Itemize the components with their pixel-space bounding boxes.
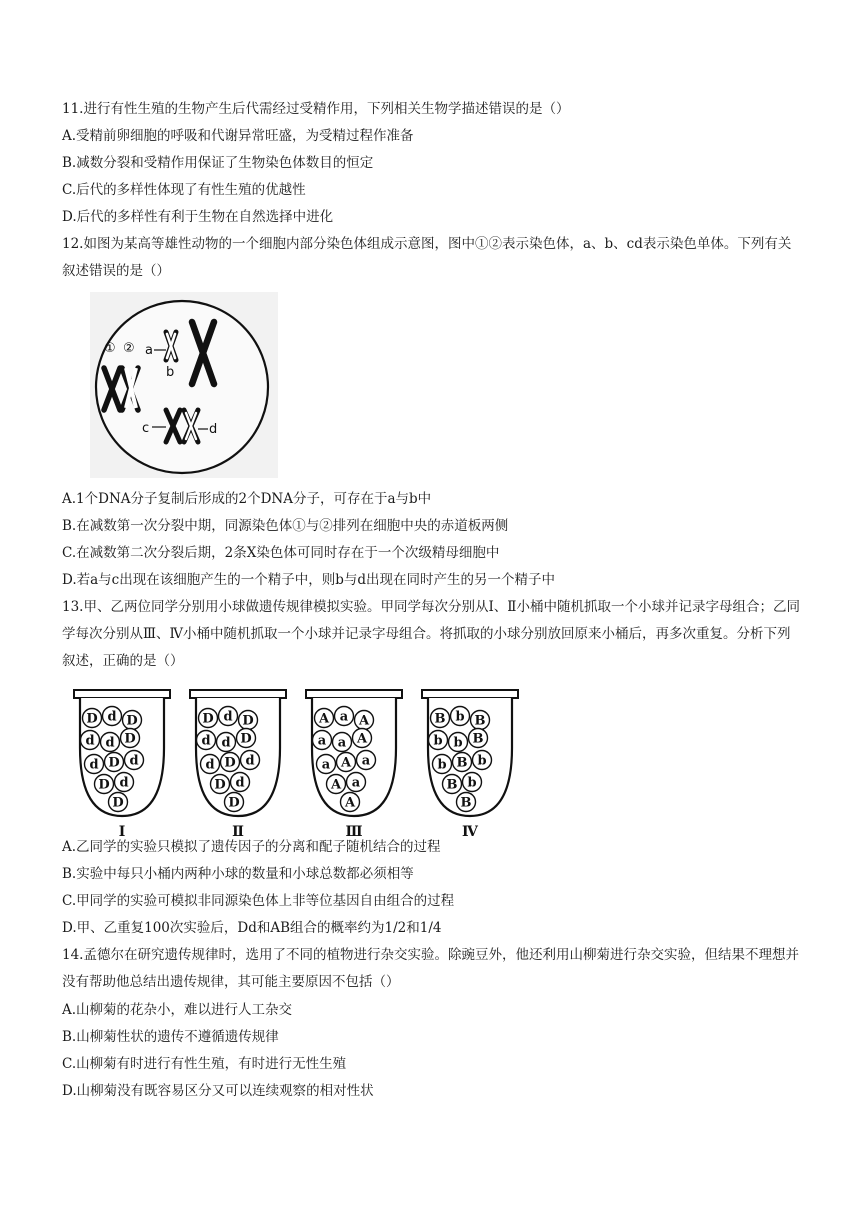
ball-letter: a	[317, 733, 327, 749]
q13-stem: 13.甲、乙两位同学分别用小球做遗传规律模拟实验。甲同学每次分别从Ⅰ、Ⅱ小桶中随机抓取一个小球并记录字母组合；乙同学每次分别从Ⅲ、Ⅳ小桶中随机抓取一个小球并记录字母组合。将抓取的小球分别放回原来小桶后，再多次重复。分析下列叙述，正确的是（）	[62, 599, 800, 669]
q12-option-c: C.在减数第二次分裂后期，2条X染色体可同时存在于一个次级精母细胞中	[62, 545, 500, 561]
buckets-figure	[70, 688, 530, 840]
bucket-3	[306, 690, 402, 840]
q12-option-a: A.1个DNA分子复制后形成的2个DNA分子，可存在于a与b中	[62, 491, 432, 507]
ball-letter: D	[86, 711, 98, 727]
q12-option-b: B.在减数第一次分裂中期，同源染色体①与②排列在细胞中央的赤道板两侧	[62, 518, 509, 534]
q13-option-b: B.实验中每只小桶内两种小球的数量和小球总数都必须相等	[62, 866, 414, 882]
ball-letter: b	[455, 709, 465, 725]
ball-letter: D	[98, 777, 110, 793]
bucket-2	[190, 690, 286, 840]
ball-letter: A	[356, 731, 368, 747]
ball-letter: d	[107, 709, 117, 725]
ball-letter: d	[201, 733, 211, 749]
ball-letter: b	[477, 753, 487, 769]
label-chromatid-d: d	[209, 422, 218, 437]
ball-letter: d	[245, 753, 255, 769]
ball-letter: b	[467, 775, 477, 791]
q11-option-a: A.受精前卵细胞的呼吸和代谢异常旺盛，为受精过程作准备	[62, 128, 414, 144]
ball-letter: d	[119, 775, 129, 791]
ball-letter: B	[434, 711, 446, 727]
q11-option-d: D.后代的多样性有利于生物在自然选择中进化	[62, 209, 334, 225]
ball-letter: B	[460, 795, 472, 811]
label-chromatid-a: a	[145, 343, 153, 358]
ball-letter: a	[361, 753, 371, 769]
ball-letter: A	[340, 755, 352, 771]
ball-letter: A	[358, 713, 370, 729]
ball-letter: d	[105, 735, 115, 751]
q12-stem: 12.如图为某高等雄性动物的一个细胞内部分染色体组成示意图，图中①②表示染色体，a、b、cd表示染色单体。下列有关叙述错误的是（）	[62, 236, 792, 279]
ball-letter: a	[337, 735, 347, 751]
ball-letter: b	[453, 735, 463, 751]
ball-letter: D	[202, 711, 214, 727]
q14-stem: 14.孟德尔在研究遗传规律时，选用了不同的植物进行杂交实验。除豌豆外，他还利用山柳菊进行杂交实验，但结果不理想并没有帮助他总结出遗传规律，其可能主要原因不包括（）	[62, 947, 799, 990]
q14-option-d: D.山柳菊没有既容易区分又可以连续观察的相对性状	[62, 1083, 374, 1099]
bucket-label: Ⅰ	[118, 824, 126, 840]
ball-letter: B	[446, 777, 458, 793]
ball-letter: B	[472, 731, 484, 747]
bucket-rim	[190, 690, 286, 698]
ball-letter: d	[205, 757, 215, 773]
label-chromosome-2: ②	[123, 341, 135, 356]
ball-letter: d	[223, 709, 233, 725]
ball-letter: B	[474, 713, 486, 729]
bucket-4	[422, 690, 518, 840]
ball-letter: a	[339, 709, 349, 725]
q12-option-d: D.若a与c出现在该细胞产生的一个精子中，则b与d出现在同时产生的另一个精子中	[62, 572, 556, 588]
ball-letter: D	[228, 795, 240, 811]
q14-option-c: C.山柳菊有时进行有性生殖，有时进行无性生殖	[62, 1056, 347, 1072]
ball-letter: D	[126, 713, 138, 729]
ball-letter: D	[112, 795, 124, 811]
ball-letter: d	[85, 733, 95, 749]
bucket-1	[74, 690, 170, 840]
label-chromatid-c: c	[142, 421, 150, 436]
bucket-label: Ⅳ	[462, 824, 478, 840]
q14-option-b: B.山柳菊性状的遗传不遵循遗传规律	[62, 1029, 279, 1045]
ball-letter: A	[330, 777, 342, 793]
ball-letter: D	[214, 777, 226, 793]
q13-option-d: D.甲、乙重复100次实验后，Dd和AB组合的概率约为1/2和1/4	[62, 920, 442, 936]
bucket-rim	[74, 690, 170, 698]
ball-letter: D	[240, 731, 252, 747]
bucket-label: Ⅱ	[232, 824, 244, 840]
label-chromosome-1: ①	[104, 341, 116, 356]
ball-letter: d	[221, 735, 231, 751]
ball-letter: D	[242, 713, 254, 729]
bucket-rim	[306, 690, 402, 698]
q11-stem: 11.进行有性生殖的生物产生后代需经过受精作用，下列相关生物学描述错误的是（）	[62, 101, 570, 117]
chromosome-figure	[90, 292, 278, 478]
ball-letter: D	[224, 755, 236, 771]
ball-letter: a	[351, 775, 361, 791]
ball-letter: a	[321, 757, 331, 773]
bucket-rim	[422, 690, 518, 698]
ball-letter: B	[456, 755, 468, 771]
q13-option-c: C.甲同学的实验可模拟非同源染色体上非等位基因自由组合的过程	[62, 893, 455, 909]
ball-letter: d	[235, 775, 245, 791]
ball-letter: A	[344, 795, 356, 811]
q11-option-c: C.后代的多样性体现了有性生殖的优越性	[62, 182, 306, 198]
q11-option-b: B.减数分裂和受精作用保证了生物染色体数目的恒定	[62, 155, 374, 171]
q13-option-a: A.乙同学的实验只模拟了遗传因子的分离和配子随机结合的过程	[62, 839, 441, 855]
ball-letter: A	[318, 711, 330, 727]
ball-letter: d	[129, 753, 139, 769]
ball-letter: b	[433, 733, 443, 749]
bucket-label: Ⅲ	[345, 824, 363, 840]
ball-letter: d	[89, 757, 99, 773]
q14-option-a: A.山柳菊的花杂小，难以进行人工杂交	[62, 1002, 293, 1018]
ball-letter: b	[437, 757, 447, 773]
ball-letter: D	[108, 755, 120, 771]
ball-letter: D	[124, 731, 136, 747]
label-chromatid-b: b	[166, 365, 175, 380]
